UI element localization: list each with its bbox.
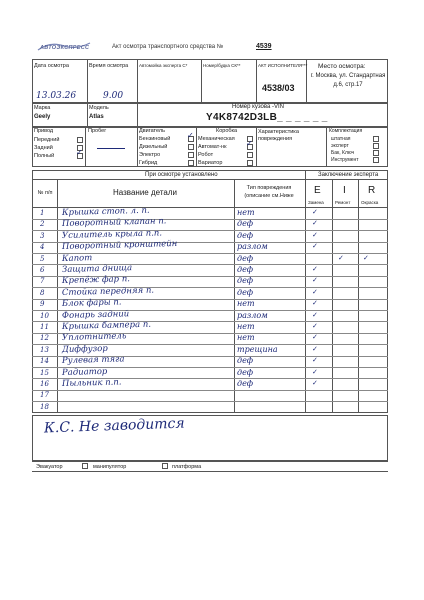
- row-damage-type: нет: [237, 322, 255, 331]
- engine-option-hybrid: Гибрид: [139, 160, 158, 166]
- row-damage-type: деф: [237, 276, 254, 286]
- row-part-name: Блок фары п.: [61, 297, 122, 310]
- manipulator-label: манипулятор: [93, 464, 127, 470]
- act-title: Акт осмотра транспортного средства №: [112, 44, 224, 50]
- complect-tools-checkbox[interactable]: [373, 157, 379, 163]
- row-part-name: Пыльник п.п.: [61, 377, 122, 389]
- table-row: [32, 254, 388, 265]
- row-e-mark: ✓: [312, 220, 318, 228]
- complect-option-standard: штатная: [331, 136, 351, 142]
- model-value: Atlas: [89, 114, 104, 120]
- row-damage-type: деф: [237, 287, 254, 297]
- engine-option-diesel: Дизельный: [139, 144, 168, 150]
- drive-front-checkbox[interactable]: [77, 137, 83, 143]
- drive-option-full: Полный: [34, 153, 55, 159]
- row-r-mark: ✓: [363, 254, 369, 262]
- row-number: 6: [40, 266, 45, 274]
- row-number: 17: [40, 391, 49, 400]
- table-row: [32, 379, 388, 390]
- col-damage-header: Тип повреждения (описание см.Ниже: [244, 185, 294, 199]
- row-part-name: Фонарь задний: [61, 308, 130, 321]
- engine-electric-checkbox[interactable]: [188, 152, 194, 158]
- header: [30, 36, 400, 56]
- row-e-mark: ✓: [312, 209, 318, 216]
- complect-option-tools: Инструмент: [331, 157, 359, 163]
- row-number: 12: [40, 334, 49, 343]
- signature-sk-label: Номер/будка СК**: [203, 63, 241, 68]
- row-number: 13: [40, 345, 49, 354]
- gearbox-option-cvt: Вариатор: [198, 160, 223, 166]
- row-damage-type: деф: [237, 356, 254, 366]
- row-part-name: Уплотнитель: [61, 331, 127, 344]
- row-damage-type: деф: [237, 367, 254, 377]
- inspection-time-value: 9.00: [103, 91, 124, 101]
- col-e-sub: Замена: [308, 200, 324, 205]
- row-number: 7: [40, 277, 45, 286]
- row-damage-type: разлом: [237, 242, 268, 252]
- complect-label: Комплектация: [329, 128, 363, 134]
- row-e-mark: ✓: [312, 323, 318, 330]
- table-row: [32, 390, 388, 401]
- row-part-name: Поворотный кронштейн: [61, 239, 178, 253]
- col-r-sub: Окраска: [361, 200, 379, 205]
- mileage-label: Пробег: [88, 128, 107, 134]
- row-number: 11: [40, 323, 49, 331]
- notes-handwritten: К.С. Не заводится: [43, 415, 185, 437]
- engine-label: Двигатель: [139, 128, 165, 134]
- place-label: Место осмотра:: [318, 63, 366, 70]
- complect-tank-checkbox[interactable]: [373, 150, 379, 156]
- row-part-name: Стойка передняя п.: [61, 285, 155, 298]
- evacuator-label: Эвакуатор: [36, 464, 63, 470]
- expert-signature-label: Автомойка эксперта С*: [139, 63, 188, 68]
- row-number: 18: [40, 402, 49, 411]
- col-i-sub: Ремонт: [335, 200, 351, 205]
- drive-option-rear: Задний: [34, 145, 53, 151]
- drive-label: Привод: [34, 128, 54, 134]
- row-e-mark: ✓: [312, 357, 318, 365]
- section-conclusion: Заключение эксперта: [318, 172, 379, 178]
- inspection-time-label: Время осмотра: [89, 63, 129, 69]
- table-row: [32, 308, 388, 322]
- vin-label: Номер кузова -VIN: [232, 104, 284, 110]
- row-e-mark: ✓: [312, 231, 318, 239]
- table-row: [32, 356, 388, 367]
- gearbox-robot-checkbox[interactable]: [247, 152, 253, 158]
- manipulator-checkbox[interactable]: [162, 463, 168, 469]
- row-damage-type: нет: [237, 299, 255, 309]
- vin-value: Y4K8742D3LB_ _ _ _ _ _: [206, 112, 328, 123]
- row-number: 1: [40, 209, 45, 217]
- act-number: 4539: [256, 43, 272, 50]
- row-number: 16: [40, 380, 49, 388]
- row-e-mark: ✓: [312, 300, 318, 308]
- gearbox-auto-check: ✓: [246, 139, 253, 148]
- section-established: При осмотре установлено: [145, 172, 218, 178]
- mileage-handwritten-dash: [97, 148, 125, 149]
- engine-option-petrol: Бензиновый: [139, 136, 171, 142]
- row-damage-type: деф: [237, 219, 254, 229]
- row-part-name: Крепёж фар п.: [61, 274, 131, 287]
- inspection-date-value: 13.03.26: [36, 91, 77, 101]
- complect-option-tank: Бак, Ключ: [331, 150, 355, 156]
- row-damage-type: деф: [237, 230, 254, 240]
- gearbox-label: Коробка: [216, 128, 238, 134]
- table-row: [32, 216, 388, 230]
- row-damage-type: разлом: [237, 310, 268, 320]
- row-number: 2: [40, 220, 45, 229]
- row-part-name: Диффузор: [61, 343, 108, 355]
- damage-characteristic-label: Характеристика повреждения: [258, 129, 299, 142]
- table-row: [32, 299, 388, 310]
- row-e-mark: ✓: [312, 345, 318, 353]
- row-number: 14: [40, 357, 49, 366]
- evacuator-checkbox[interactable]: [82, 463, 88, 469]
- gearbox-option-manual: Механическая: [198, 136, 235, 142]
- complect-expert-checkbox[interactable]: [373, 143, 379, 149]
- table-row: [32, 239, 388, 253]
- row-e-mark: ✓: [312, 311, 318, 319]
- table-row: [32, 402, 388, 413]
- row-part-name: Капот: [61, 252, 93, 264]
- row-number: 8: [40, 288, 45, 297]
- row-damage-type: трещина: [237, 344, 278, 354]
- row-damage-type: нет: [237, 208, 255, 217]
- logo-text: АВТОЭКСПРЕСС: [40, 45, 90, 51]
- row-number: 15: [40, 368, 49, 377]
- row-number: 4: [40, 243, 45, 252]
- gearbox-cvt-checkbox[interactable]: [247, 160, 253, 166]
- row-e-mark: ✓: [312, 266, 318, 273]
- make-value: Geely: [34, 114, 51, 120]
- engine-diesel-checkbox[interactable]: [188, 144, 194, 150]
- table-row: [32, 276, 388, 287]
- act-sk-number: 4538/03: [262, 83, 295, 93]
- platform-label: платформа: [172, 464, 202, 470]
- row-number: 3: [40, 231, 45, 240]
- drive-option-front: Передний: [34, 137, 60, 143]
- row-part-name: Радиатор: [61, 366, 108, 378]
- row-part-name: Поворотный клапан п.: [61, 216, 167, 230]
- gearbox-option-auto: Автомат-нк: [198, 144, 227, 150]
- table-row: [32, 368, 388, 379]
- row-e-mark: ✓: [312, 368, 318, 376]
- inspection-date-label: Дата осмотра: [34, 63, 69, 69]
- row-part-name: Рулевая тяга: [61, 354, 125, 367]
- row-number: 5: [40, 254, 45, 263]
- gearbox-option-robot: Робот: [198, 152, 214, 158]
- row-e-mark: ✓: [312, 288, 318, 296]
- complect-option-expert: эксперт: [331, 143, 349, 149]
- row-damage-type: деф: [237, 379, 254, 388]
- col-part-header: Название детали: [113, 188, 177, 197]
- row-damage-type: нет: [237, 333, 255, 343]
- drive-full-check: ✓: [76, 148, 83, 157]
- row-e-mark: ✓: [312, 243, 318, 251]
- table-row: [32, 333, 388, 344]
- model-label: Модель: [89, 105, 109, 111]
- col-num-header: № п/п: [37, 190, 53, 196]
- row-damage-type: деф: [237, 265, 254, 274]
- row-part-name: Крышка бампера п.: [61, 319, 152, 332]
- act-sk-label: АКТ ИСПОЛНИТЕЛЯ***: [258, 63, 308, 68]
- engine-hybrid-checkbox[interactable]: [188, 160, 194, 166]
- make-label: Марка: [34, 105, 51, 111]
- row-part-name: Усилитель крыла п.п.: [61, 228, 163, 241]
- complect-standard-checkbox[interactable]: [373, 136, 379, 142]
- row-damage-type: деф: [237, 253, 254, 263]
- row-part-name: Крышка стоп. л. п.: [61, 205, 150, 218]
- col-i-header: I: [343, 185, 346, 196]
- engine-petrol-check: ✓: [187, 131, 194, 140]
- engine-option-electric: Электро: [139, 152, 161, 158]
- row-number: 9: [40, 300, 45, 309]
- place-value: г. Москва, ул. Стандартная д.6, стр.17: [310, 73, 386, 88]
- row-number: 10: [40, 311, 49, 320]
- row-e-mark: ✓: [312, 334, 318, 342]
- row-part-name: Защита днища: [61, 263, 133, 275]
- col-r-header: R: [368, 185, 376, 196]
- row-i-mark: ✓: [338, 254, 344, 262]
- col-e-header: E: [314, 185, 321, 196]
- row-e-mark: ✓: [312, 380, 318, 387]
- row-e-mark: ✓: [312, 277, 318, 285]
